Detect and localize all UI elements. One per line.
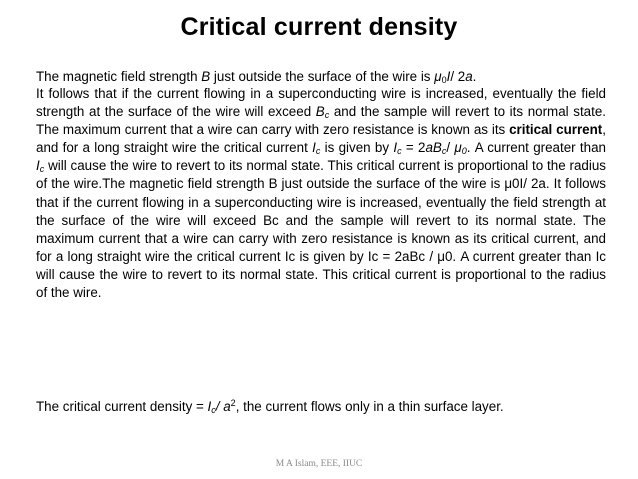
var-B: B [201,69,211,84]
superscript: 2 [230,398,236,408]
text-run: / [446,140,455,156]
footer-credit: M A Islam, EEE, IIUC [275,459,363,469]
slide-title: Critical current density [180,13,458,41]
subscript: c [441,146,447,157]
text-run: It follows that if the current flowing in a superconducting wire is increased, eventually the field strength at the surface of the wire will exceed [36,86,606,120]
text-run: . A current greater than [466,140,606,156]
text-run: = 2 [401,140,426,156]
var-Ic: I [312,140,316,156]
text-run: / a [215,399,231,414]
var-mu: μ [454,140,462,156]
subscript: 0 [461,146,467,157]
field-strength-line [36,68,476,85]
subscript: 0 [441,75,447,85]
subscript: c [39,164,45,175]
text-run: / 2 [450,69,466,84]
var-Ic: I [393,140,398,156]
text-run: is given by [320,140,394,156]
text-run: The critical current density = [36,399,208,414]
var-Bc: B [315,104,325,120]
var-a: a [465,69,473,84]
current-density-line [36,398,504,415]
var-mu: μ [434,69,442,84]
var-Ic: I [36,158,40,174]
text-run: just outside the surface of the wire is [210,69,435,84]
subscript: c [324,110,330,121]
text-run: , the current flows only in a thin surface layer. [235,399,504,414]
text-run: and the sample will revert to its normal state. The maximum current that a wire can carry with zero resistance is known as its [36,104,606,138]
subscript: c [397,146,402,157]
critical-current-term: critical current [509,122,603,138]
body-paragraph [36,85,606,302]
text-run: The magnetic field strength [36,69,202,84]
text-run: . [472,69,477,84]
var-aB: aB [425,140,442,156]
subscript: c [315,146,321,157]
subscript: c [211,405,216,415]
text-run: , and for a long straight wire the critical current [36,122,606,156]
text-run: will cause the wire to revert to its normal state. This critical current is proportional to the radius of the wire.The magnetic field strength B just outside the surface of the wire is μ0I/ 2a. It follows that if the current flowing in a superconducting wire is increased, eventually the field strength at the surface of the wire will exceed Bc and the sample will revert to its normal state. The maximum current that a wire can carry with zero resistance is known as its critical current, and for a long straight wire the critical current Ic is given by Ic = 2aBc / μ0. A current greater than Ic will cause the wire to revert to its normal state. This critical current is proportional to the radius of the wire. [36,158,606,301]
var-I: I [207,399,212,414]
var-I: I [446,69,451,84]
